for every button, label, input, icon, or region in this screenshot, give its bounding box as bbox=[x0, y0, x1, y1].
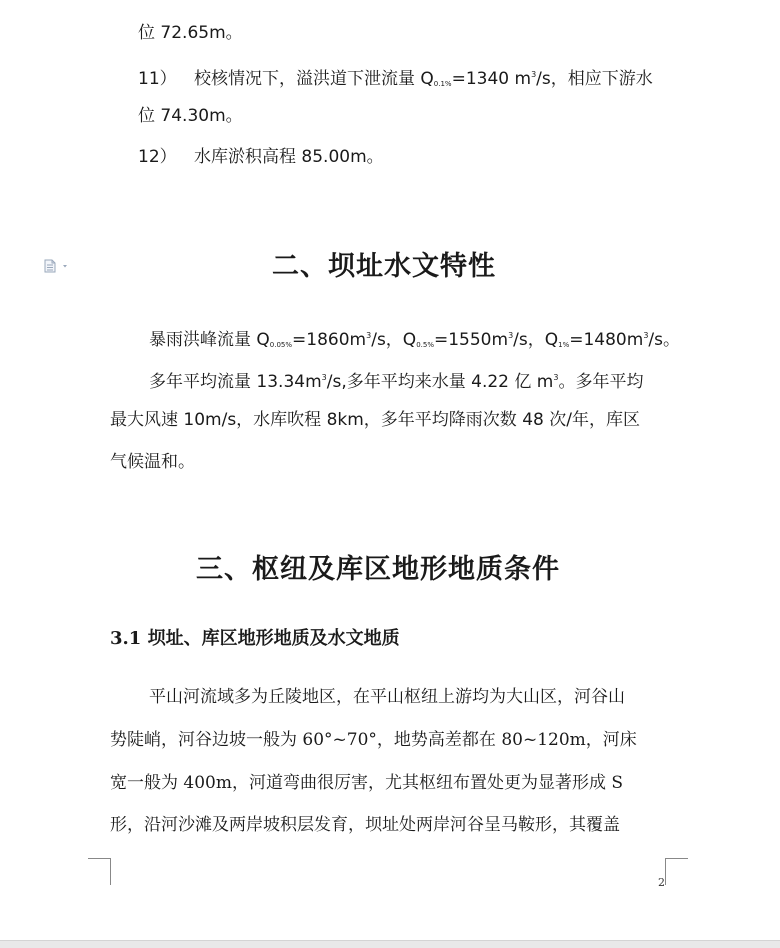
list-item-number: 11） bbox=[138, 69, 177, 89]
list-continuation-2: 位 74.30m。 bbox=[138, 106, 243, 126]
paragraph-line: 气候温和。 bbox=[110, 452, 195, 472]
superscript: 3 bbox=[321, 373, 327, 382]
list-item-text: /s，相应下游水 bbox=[536, 69, 653, 89]
subscript: 1% bbox=[558, 341, 570, 349]
page-number: 2 bbox=[658, 876, 665, 889]
list-item-text: 水库淤积高程 85.00m。 bbox=[194, 147, 384, 167]
list-continuation-1: 位 72.65m。 bbox=[138, 23, 243, 43]
section-heading-2: 二、坝址水文特性 bbox=[272, 251, 496, 282]
text: =1860m bbox=[292, 330, 367, 350]
text: /s,多年平均来水量 4.22 亿 m bbox=[326, 372, 554, 392]
text: =1550m bbox=[433, 330, 509, 350]
margin-corner-left bbox=[88, 858, 111, 885]
margin-corner-right bbox=[665, 858, 688, 885]
list-item-12 bbox=[138, 146, 384, 168]
list-item-text: =1340 m bbox=[451, 69, 532, 89]
subscript: 0.5% bbox=[416, 341, 434, 349]
paragraph-line: 宽一般为 400m，河道弯曲很厉害，尤其枢纽布置处更为显著形成 S bbox=[110, 773, 624, 793]
text: /s，Q bbox=[513, 330, 559, 350]
superscript: 3 bbox=[643, 331, 649, 340]
subscript: 0.1% bbox=[433, 80, 452, 88]
paragraph-line: 势陡峭，河谷边坡一般为 60°~70°，地势高差都在 80~120m，河床 bbox=[110, 730, 637, 750]
subscript: 0.05% bbox=[269, 341, 293, 349]
list-item-number: 12） bbox=[138, 147, 177, 167]
text: =1480m bbox=[569, 330, 644, 350]
flood-peak-paragraph bbox=[149, 325, 680, 356]
text: 。多年平均 bbox=[558, 372, 644, 392]
superscript: 3 bbox=[508, 331, 514, 340]
section-heading-3: 三、枢纽及库区地形地质条件 bbox=[196, 554, 560, 585]
document-icon[interactable] bbox=[44, 259, 72, 273]
subsection-heading-3-1: 3.1 坝址、库区地形地质及水文地质 bbox=[110, 628, 400, 649]
paragraph-line: 形，沿河沙滩及两岸坡积层发育，坝址处两岸河谷呈马鞍形，其覆盖 bbox=[110, 815, 620, 835]
paragraph-line bbox=[149, 367, 643, 393]
list-item-text: 校核情况下，溢洪道下泄流量 Q bbox=[194, 69, 434, 89]
text: 暴雨洪峰流量 Q bbox=[149, 330, 270, 350]
superscript: 3 bbox=[366, 331, 372, 340]
paragraph-line: 平山河流域多为丘陵地区，在平山枢纽上游均为大山区，河谷山 bbox=[149, 687, 625, 707]
superscript: 3 bbox=[531, 70, 537, 79]
text: /s。 bbox=[648, 330, 680, 350]
superscript: 3 bbox=[553, 373, 559, 382]
text: /s，Q bbox=[371, 330, 417, 350]
text: 多年平均流量 13.34m bbox=[149, 372, 322, 392]
list-item-11 bbox=[138, 64, 653, 95]
paragraph-line: 最大风速 10m/s，水库吹程 8km，多年平均降雨次数 48 次/年，库区 bbox=[110, 410, 640, 430]
